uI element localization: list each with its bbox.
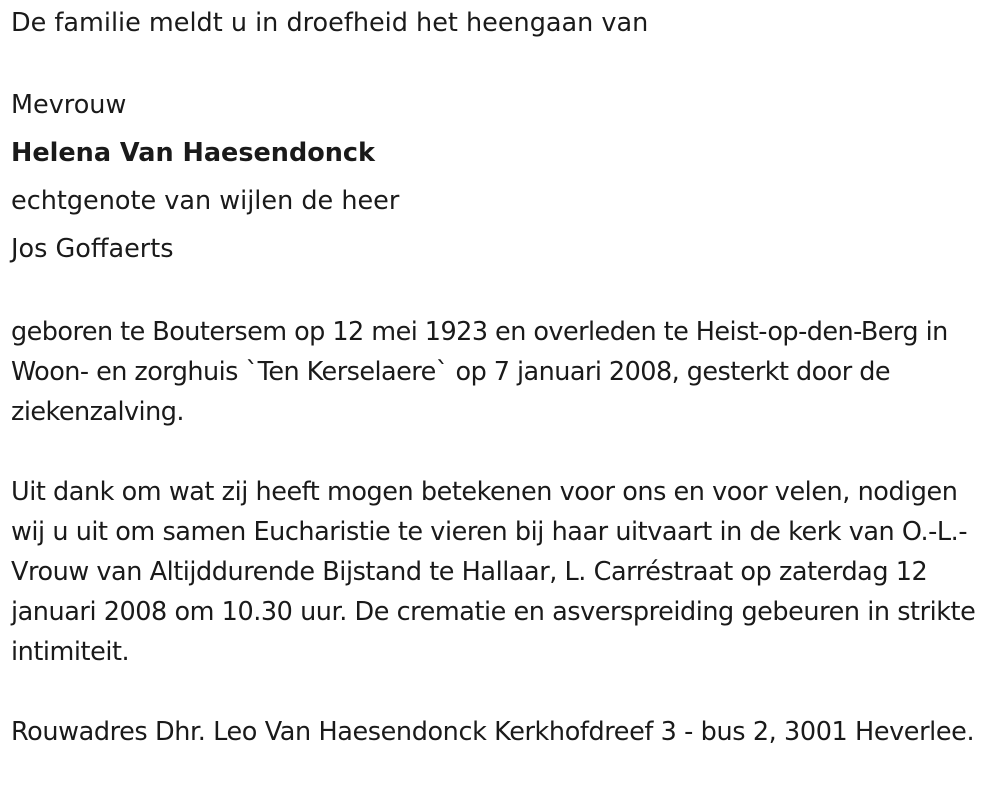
funeral-service-paragraph: Uit dank om wat zij heeft mogen betekenen voor ons en voor velen, nodigen wij u uit om samen Eucharistie te vieren bij haar uitvaart in de kerk van O.-L.-Vrouw van Altijddurende Bijstand te Hallaar, L. Carréstraat op zaterdag 12 januari 2008 om 10.30 uur. De crematie en asverspreiding gebeuren in strikte intimiteit. [11, 477, 976, 667]
mourning-address: Rouwadres Dhr. Leo Van Haesendonck Kerkhofdreef 3 - bus 2, 3001 Heverlee. [11, 717, 975, 747]
spouse-name: Jos Goffaerts [11, 234, 174, 264]
intro-text: De familie meldt u in droefheid het heengaan van [11, 8, 649, 38]
birth-death-paragraph: geboren te Boutersem op 12 mei 1923 en overleden te Heist-op-den-Berg in Woon- en zorghuis `Ten Kerselaere` op 7 januari 2008, gesterkt door de ziekenzalving. [11, 317, 948, 427]
deceased-name: Helena Van Haesendonck [11, 138, 375, 168]
spouse-relation: echtgenote van wijlen de heer [11, 186, 400, 216]
honorific-title: Mevrouw [11, 90, 127, 120]
